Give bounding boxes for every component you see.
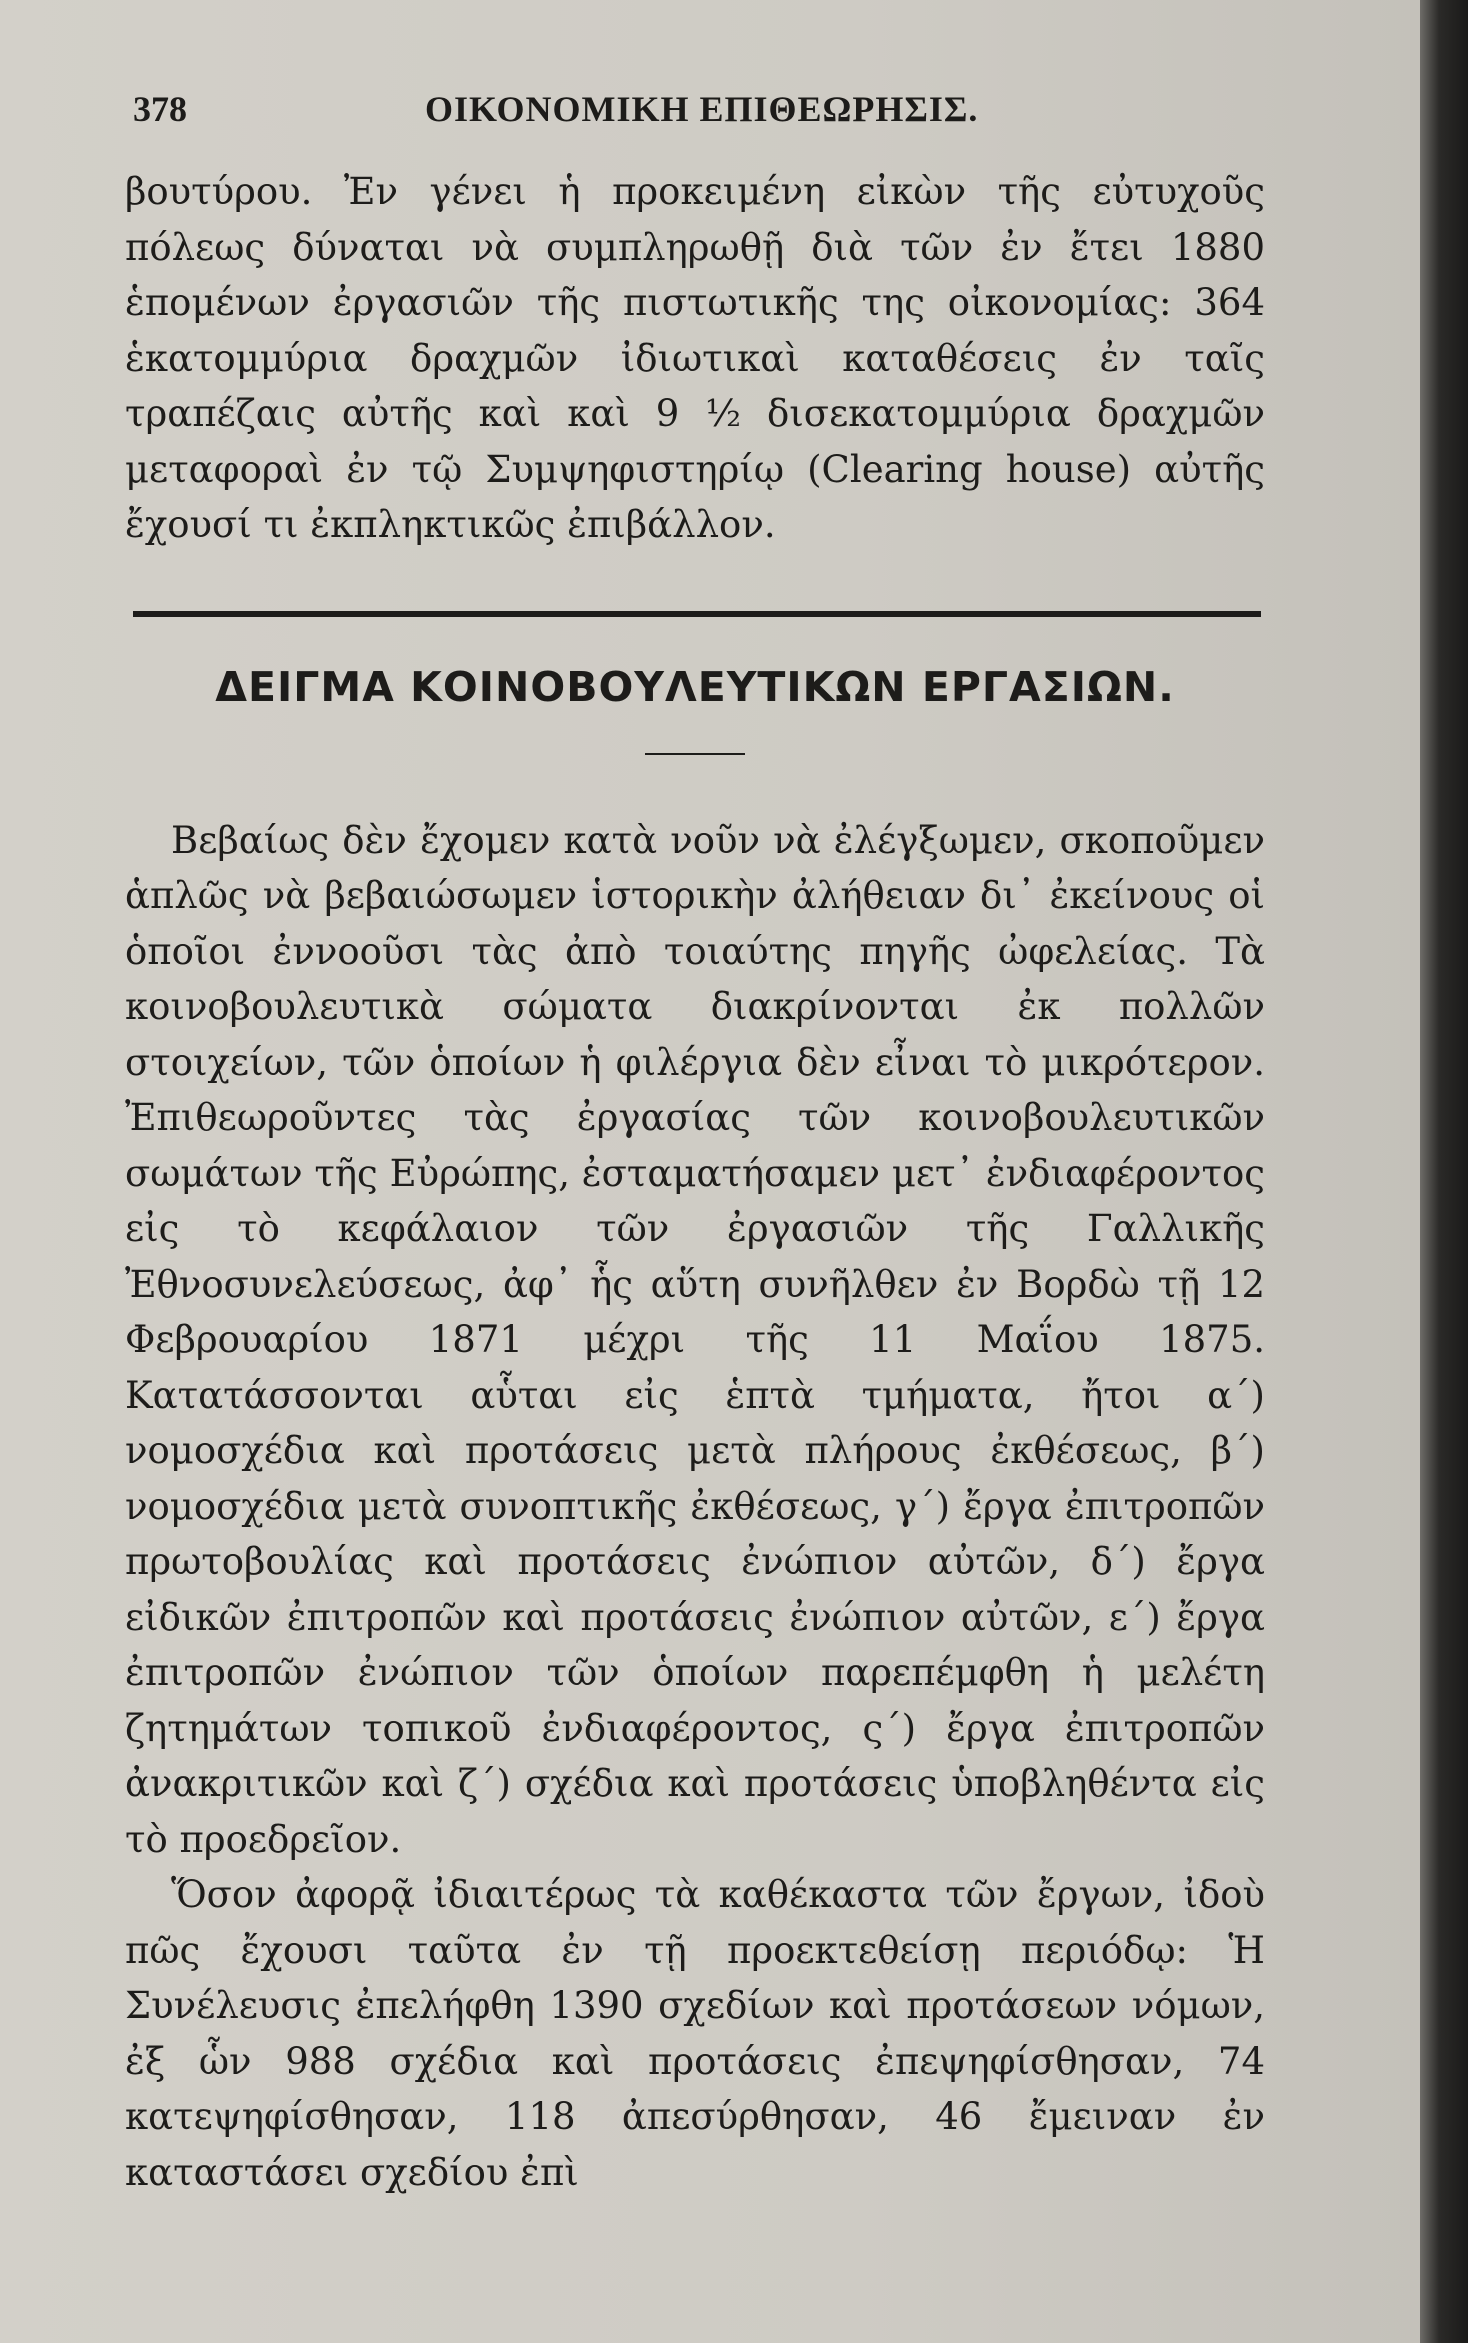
heading-underline (645, 753, 745, 755)
page-content (125, 88, 1265, 2200)
book-spine-shadow (1420, 0, 1468, 2343)
running-title: ΟΙΚΟΝΟΜΙΚΗ ΕΠΙΘΕΩΡΗΣΙΣ. (425, 89, 979, 129)
section-heading: ΔΕΙΓΜΑ ΚΟΙΝΟΒΟΥΛΕΥΤΙΚΩΝ ΕΡΓΑΣΙΩΝ. (215, 662, 1175, 711)
body-paragraph-1: Βεβαίως δὲν ἔχομεν κατὰ νοῦν νὰ ἐλέγξωμεν, σκοποῦμεν ἁπλῶς νὰ βεβαιώσωμεν ἱστορικὴν ἀλήθειαν δι᾽ ἐκείνους οἱ ὁποῖοι ἐννοοῦσι τὰς ἀπὸ τοιαύτης πηγῆς ὠφελείας. Τὰ κοινοβουλευτικὰ σώματα διακρίνονται ἐκ πολλῶν στοιχείων, τῶν ὁποίων ἡ φιλέργια δὲν εἶναι τὸ μικρότερον. Ἐπιθεωροῦντες τὰς ἐργασίας τῶν κοινοβουλευτικῶν σωμάτων τῆς Εὐρώπης, ἐσταματήσαμεν μετ᾽ ἐνδιαφέροντος εἰς τὸ κεφάλαιον τῶν ἐργασιῶν τῆς Γαλλικῆς Ἐθνοσυνελεύσεως, ἀφ᾽ ἧς αὕτη συνῆλθεν ἐν Βορδὼ τῇ 12 Φεβρουαρίου 1871 μέχρι τῆς 11 Μαΐου 1875. Κατατάσσονται αὗται εἰς ἑπτὰ τμήματα, ἤτοι α΄) νομοσχέδια καὶ προτάσεις μετὰ πλήρους ἐκθέσεως, β΄) νομοσχέδια μετὰ συνοπτικῆς ἐκθέσεως, γ΄) ἔργα ἐπιτροπῶν πρωτοβουλίας καὶ προτάσεις ἐνώπιον αὐτῶν, δ΄) ἔργα εἰδικῶν ἐπιτροπῶν καὶ προτάσεις ἐνώπιον αὐτῶν, ε΄) ἔργα ἐπιτροπῶν ἐνώπιον τῶν ὁποίων παρεπέμφθη ἡ μελέτη ζητημάτων τοπικοῦ ἐνδιαφέροντος, ς΄) ἔργα ἐπιτροπῶν ἀνακριτικῶν καὶ ζ΄) σχέδια καὶ προτάσεις ὑποβληθέντα εἰς τὸ προεδρεῖον. (125, 818, 1265, 1861)
intro-paragraph: βουτύρου. Ἐν γένει ἡ προκειμένη εἰκὼν τῆς εὐτυχοῦς πόλεως δύναται νὰ συμπληρωθῇ διὰ τῶν ἐν ἔτει 1880 ἑπομένων ἐργασιῶν τῆς πιστωτικῆς της οἰκονομίας: 364 ἑκατομμύρια δραχμῶν ἰδιωτικαὶ καταθέσεις ἐν ταῖς τραπέζαις αὐτῆς καὶ καὶ 9 ½ δισεκατομμύρια δραχμῶν μεταφοραὶ ἐν τῷ Συμψηφιστηρίῳ (Clearing house) αὐτῆς ἔχουσί τι ἐκπληκτικῶς ἐπιβάλλον. (125, 170, 1265, 546)
page-number: 378 (133, 89, 187, 129)
body-paragraph-2: Ὅσον ἀφορᾷ ἰδιαιτέρως τὰ καθέκαστα τῶν ἔργων, ἰδοὺ πῶς ἔχουσι ταῦτα ἐν τῇ προεκτεθείσῃ περιόδῳ: Ἡ Συνέλευσις ἐπελήφθη 1390 σχεδίων καὶ προτάσεων νόμων, ἐξ ὧν 988 σχέδια καὶ προτάσεις ἐπεψηφίσθησαν, 74 κατεψηφίσθησαν, 118 ἀπεσύρθησαν, 46 ἔμειναν ἐν καταστάσει σχεδίου ἐπὶ (125, 1873, 1265, 2194)
page-header (125, 88, 1265, 138)
section-divider (133, 611, 1261, 617)
